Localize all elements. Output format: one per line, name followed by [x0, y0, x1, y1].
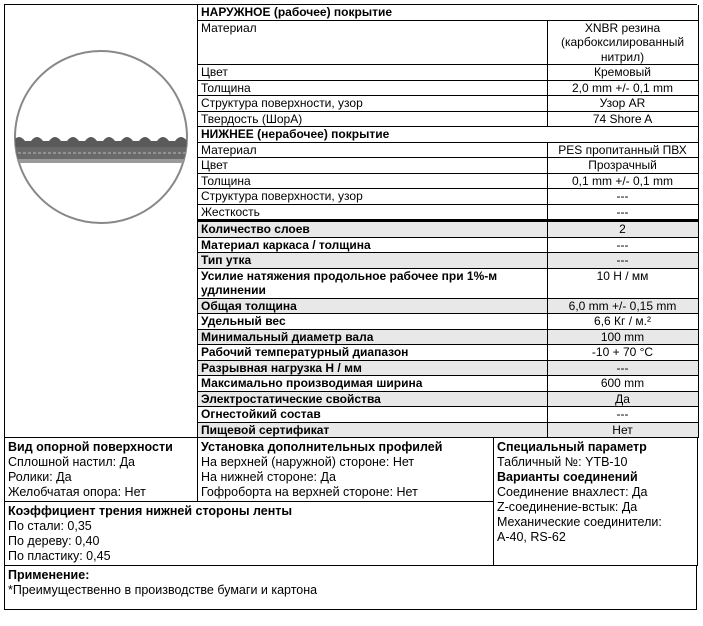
- temperature-key: Рабочий температурный диапазон: [198, 345, 547, 361]
- profiles-line: На нижней стороне: Да: [201, 470, 336, 484]
- friction-line: По пластику: 0,45: [8, 549, 111, 563]
- friction-block: [5, 502, 494, 566]
- antistatic-key: Электростатические свойства: [198, 391, 547, 407]
- outer-hardness-key: Твердость (ШорА): [198, 111, 547, 127]
- join-option: Z-соединение-встык: Да: [497, 500, 638, 514]
- flame-key: Огнестойкий состав: [198, 407, 547, 423]
- datasheet: [4, 4, 697, 610]
- inner-material-key: Материал: [198, 142, 547, 158]
- special-heading: Специальный параметр: [497, 440, 647, 454]
- inner-stiffness-key: Жесткость: [198, 204, 547, 221]
- application-heading: Применение:: [8, 568, 90, 582]
- special-block: [494, 438, 698, 566]
- outer-color-value: Кремовый: [547, 65, 698, 81]
- outer-cover-heading: НАРУЖНОЕ (рабочее) покрытие: [198, 5, 698, 20]
- friction-line: По дереву: 0,40: [8, 534, 100, 548]
- support-line: Сплошной настил: Да: [8, 455, 135, 469]
- belt-cross-section-image: [13, 49, 189, 225]
- table-number: Табличный №: YTB-10: [497, 455, 628, 469]
- weight-value: 6,6 Кг / м.²: [547, 314, 698, 330]
- support-block: [5, 438, 198, 502]
- min-pulley-key: Минимальный диаметр вала: [198, 329, 547, 345]
- breaking-load-key: Разрывная нагрузка Н / мм: [198, 360, 547, 376]
- inner-thickness-value: 0,1 mm +/- 0,1 mm: [547, 173, 698, 189]
- profiles-heading: Установка дополнительных профилей: [201, 440, 443, 454]
- options-section: [4, 438, 697, 566]
- tension-key: Усилие натяжения продольное рабочее при 1%-м удлинении: [198, 268, 547, 298]
- outer-color-key: Цвет: [198, 65, 547, 81]
- joins-heading: Варианты соединений: [497, 470, 638, 484]
- weight-key: Удельный вес: [198, 314, 547, 330]
- food-cert-value: Нет: [547, 422, 698, 438]
- temperature-value: -10 + 70 °C: [547, 345, 698, 361]
- inner-stiffness-value: ---: [547, 204, 698, 221]
- profiles-line: Гофроборта на верхней стороне: Нет: [201, 485, 418, 499]
- support-line: Желобчатая опора: Нет: [8, 485, 146, 499]
- join-option: Механические соединители: А-40, RS-62: [497, 515, 662, 544]
- total-thickness-value: 6,0 mm +/- 0,15 mm: [547, 298, 698, 314]
- total-thickness-key: Общая толщина: [198, 298, 547, 314]
- outer-thickness-value: 2,0 mm +/- 0,1 mm: [547, 80, 698, 96]
- max-width-value: 600 mm: [547, 376, 698, 392]
- inner-material-value: PES пропитанный ПВХ: [547, 142, 698, 158]
- food-cert-key: Пищевой сертификат: [198, 422, 547, 438]
- spec-table: [198, 5, 699, 438]
- join-option: Соединение внахлест: Да: [497, 485, 648, 499]
- outer-thickness-key: Толщина: [198, 80, 547, 96]
- flame-value: ---: [547, 407, 698, 423]
- antistatic-value: Да: [547, 391, 698, 407]
- breaking-load-value: ---: [547, 360, 698, 376]
- inner-surface-value: ---: [547, 189, 698, 205]
- outer-surface-key: Структура поверхности, узор: [198, 96, 547, 112]
- outer-material-value: XNBR резина (карбоксилированный нитрил): [547, 20, 698, 65]
- support-heading: Вид опорной поверхности: [8, 440, 173, 454]
- application-block: [4, 566, 697, 610]
- inner-cover-heading: НИЖНЕЕ (нерабочее) покрытие: [198, 127, 698, 143]
- layers-key: Количество слоев: [198, 221, 547, 238]
- weft-value: ---: [547, 253, 698, 269]
- friction-heading: Коэффициент трения нижней стороны ленты: [8, 504, 293, 518]
- min-pulley-value: 100 mm: [547, 329, 698, 345]
- inner-color-key: Цвет: [198, 158, 547, 174]
- spec-section: [4, 4, 697, 438]
- layers-value: 2: [547, 221, 698, 238]
- inner-thickness-key: Толщина: [198, 173, 547, 189]
- outer-hardness-value: 74 Shore A: [547, 111, 698, 127]
- outer-surface-value: Узор AR: [547, 96, 698, 112]
- carcass-key: Материал каркаса / толщина: [198, 237, 547, 253]
- friction-line: По стали: 0,35: [8, 519, 92, 533]
- tension-value: 10 Н / мм: [547, 268, 698, 298]
- carcass-value: ---: [547, 237, 698, 253]
- inner-color-value: Прозрачный: [547, 158, 698, 174]
- weft-key: Тип утка: [198, 253, 547, 269]
- application-text: *Преимущественно в производстве бумаги и картона: [8, 583, 318, 597]
- profiles-block: [198, 438, 494, 502]
- profiles-line: На верхней (наружной) стороне: Нет: [201, 455, 415, 469]
- max-width-key: Максимально производимая ширина: [198, 376, 547, 392]
- inner-surface-key: Структура поверхности, узор: [198, 189, 547, 205]
- belt-image-cell: [5, 5, 198, 438]
- outer-material-key: Материал: [198, 20, 547, 65]
- support-line: Ролики: Да: [8, 470, 72, 484]
